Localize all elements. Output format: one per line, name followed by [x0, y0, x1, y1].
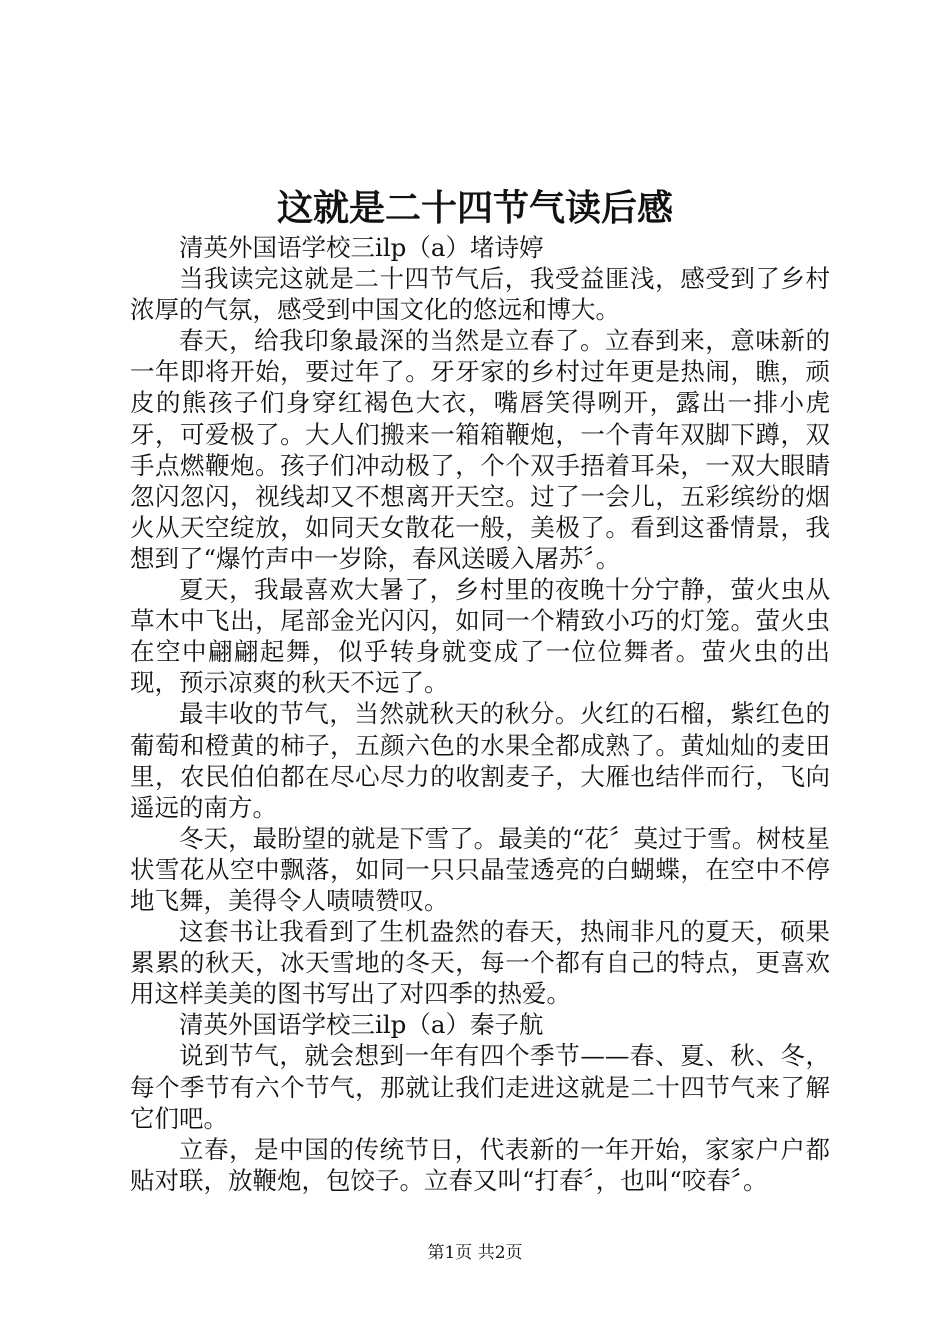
- paragraph: 最丰收的节气，当然就秋天的秋分。火红的石榴，紫红色的葡萄和橙黄的柿子，五颜六色的水果全都成熟了。黄灿灿的麦田里，农民伯伯都在尽心尽力的收割麦子，大雁也结伴而行，飞向遥远的南方。: [130, 699, 830, 822]
- document-title: 这就是二十四节气读后感: [276, 187, 673, 229]
- page-footer: 第1页 共2页: [427, 1243, 523, 1263]
- paragraph: 冬天，最盼望的就是下雪了。最美的“花〞莫过于雪。树枝星状雪花从空中飘落，如同一只只晶莹透亮的白蝴蝶，在空中不停地飞舞，美得令人啧啧赞叹。: [130, 823, 830, 915]
- paragraph: 说到节气，就会想到一年有四个季节——春、夏、秋、冬，每个季节有六个节气，那就让我们走进这就是二十四节气来了解它们吧。: [130, 1041, 830, 1133]
- document-body: [130, 232, 830, 1196]
- paragraph: 春天，给我印象最深的当然是立春了。立春到来，意味新的一年即将开始，要过年了。牙牙家的乡村过年更是热闹，瞧，顽皮的熊孩子们身穿红褐色大衣，嘴唇笑得咧开，露出一排小虎牙，可爱极了。大人们搬来一箱箱鞭炮，一个青年双脚下蹲，双手点燃鞭炮。孩子们冲动极了，个个双手捂着耳朵，一双大眼睛忽闪忽闪，视线却又不想离开天空。过了一会儿，五彩缤纷的烟火从天空绽放，如同天女散花一般，美极了。看到这番情景，我想到了“爆竹声中一岁除，春风送暖入屠苏〞。: [130, 326, 830, 573]
- author-line: 清英外国语学校三ilp（a）堵诗婷: [179, 233, 544, 262]
- author-line: 清英外国语学校三ilp（a）秦子航: [179, 1010, 544, 1040]
- paragraph: 这套书让我看到了生机盎然的春天，热闹非凡的夏天，硕果累累的秋天，冰天雪地的冬天，每一个都有自己的特点，更喜欢用这样美美的图书写出了对四季的热爱。: [130, 917, 830, 1009]
- paragraph: 当我读完这就是二十四节气后，我受益匪浅，感受到了乡村浓厚的气氛，感受到中国文化的悠远和博大。: [130, 264, 830, 325]
- paragraph: 立春，是中国的传统节日，代表新的一年开始，家家户户都贴对联，放鞭炮，包饺子。立春又叫“打春〞，也叫“咬春〞。: [130, 1134, 830, 1195]
- paragraph: 夏天，我最喜欢大暑了，乡村里的夜晚十分宁静，萤火虫从草木中飞出，尾部金光闪闪，如同一个精致小巧的灯笼。萤火虫在空中翩翩起舞，似乎转身就变成了一位位舞者。萤火虫的出现，预示凉爽的秋天不远了。: [130, 575, 830, 698]
